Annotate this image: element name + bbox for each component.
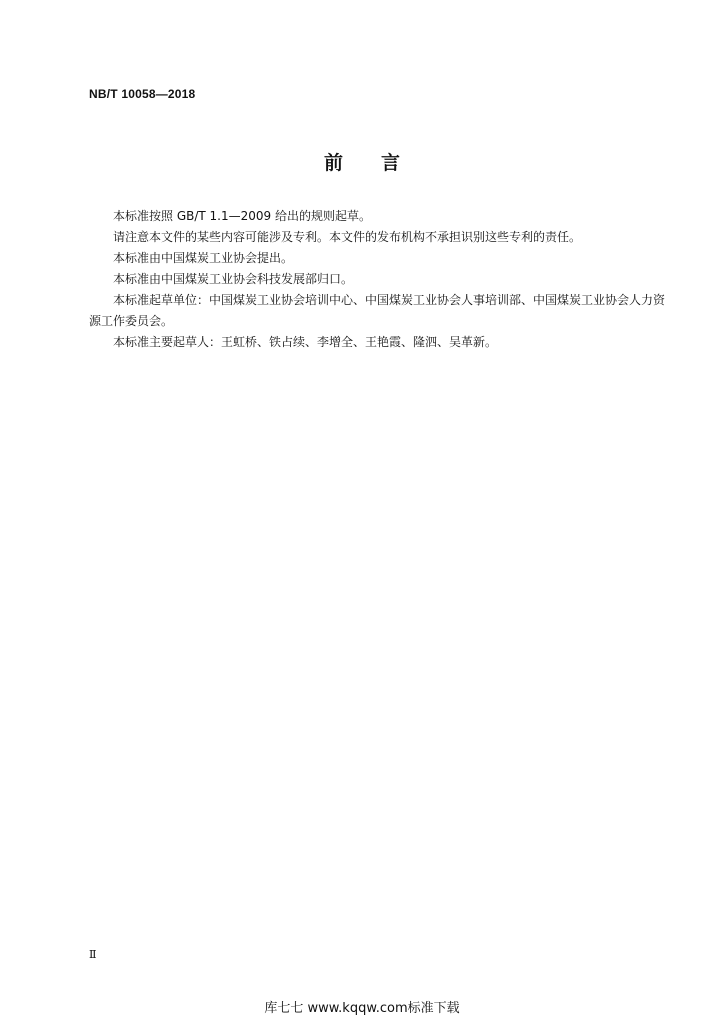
page-title (0, 148, 724, 175)
title-char-2: 言 (381, 152, 401, 174)
page-number: Ⅱ (89, 948, 97, 961)
paragraph-drafters: 本标准主要起草人：王虹桥、铁占续、李增全、王艳霞、隆泗、吴革新。 (113, 335, 498, 349)
foreword-body (89, 206, 665, 353)
title-char-1: 前 (323, 152, 343, 174)
footer-watermark: 库七七 www.kqqw.com标准下载 (264, 1001, 460, 1016)
paragraph-patent-notice: 请注意本文件的某些内容可能涉及专利。本文件的发布机构不承担识别这些专利的责任。 (113, 230, 582, 244)
standard-code: NB/T 10058—2018 (89, 87, 196, 101)
paragraph-drafting-rules: 本标准按照 GB/T 1.1—2009 给出的规则起草。 (113, 209, 371, 223)
paragraph-administered-by: 本标准由中国煤炭工业协会科技发展部归口。 (113, 272, 354, 286)
paragraph-proposed-by: 本标准由中国煤炭工业协会提出。 (113, 251, 294, 265)
paragraph-drafting-units: 本标准起草单位：中国煤炭工业协会培训中心、中国煤炭工业协会人事培训部、中国煤炭工业协会人力资源工作委员会。 (89, 293, 666, 328)
